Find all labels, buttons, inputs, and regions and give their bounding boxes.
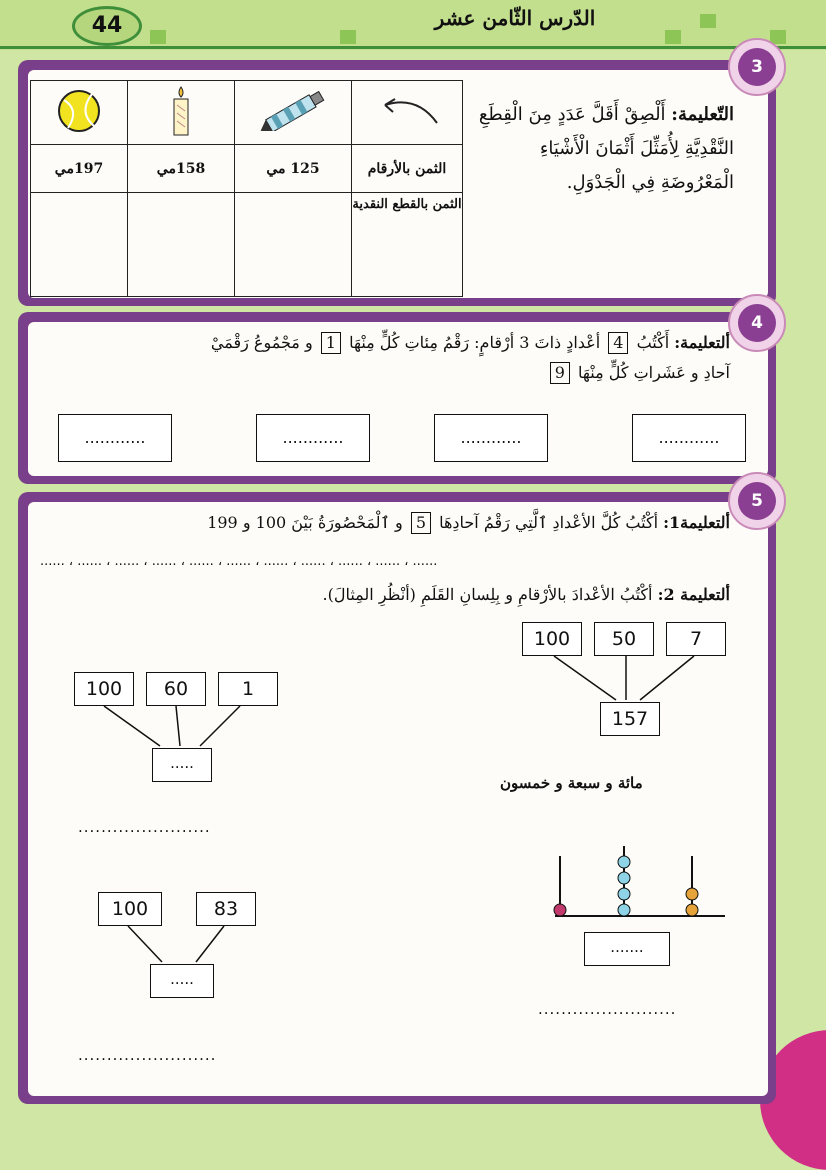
- tens-bead: [618, 856, 630, 868]
- instruction-1-part-b: و ٱلْمَحْصُورَةُ بَيْنَ 100 و 199: [207, 513, 403, 532]
- q1-units-box: 1: [218, 672, 278, 706]
- answer-box-2[interactable]: ............: [434, 414, 548, 462]
- answer-box-4[interactable]: ............: [58, 414, 172, 462]
- hundreds-bead: [554, 904, 566, 916]
- hundreds-box: 1: [321, 332, 341, 354]
- instruction-part-c: و مَجْمُوعُ رَقْمَيْ: [210, 333, 313, 352]
- q1-tens-box: 60: [146, 672, 206, 706]
- abacus-words-line[interactable]: ........................: [538, 1000, 677, 1018]
- example-total-box: 157: [600, 702, 660, 736]
- answer-box-3[interactable]: ............: [256, 414, 370, 462]
- example-words: مائة و سبعة و خمسون: [500, 774, 643, 792]
- q2-words-line[interactable]: ........................: [78, 1046, 217, 1064]
- q2-rest-box: 83: [196, 892, 256, 926]
- instruction-2-text: أكْتُبُ الأعْدادَ بالأرْقامِ و بِلِسانِ القَلَمِ (أنْظُرِ المِثالَ).: [322, 585, 653, 604]
- instruction-part-d: آحادِ و عَشَراتِ كُلٍّ مِنْهَا: [578, 363, 730, 382]
- instruction-text: أَلْصِقْ أَقَلَّ عَدَدٍ مِنَ الْقِطَعِ النَّقْدِيَّةِ لِأُمَثِّلَ أَثْمَانَ الْأَشْيَاءِ الْمَعْرُوضَةِ فِي الْجَدْوَلِ.: [478, 104, 734, 193]
- tens-bead: [618, 872, 630, 884]
- exercise-5-number: 5: [738, 482, 776, 520]
- units-digit-box: 5: [411, 512, 431, 534]
- price-marker: 125 مي: [235, 145, 352, 193]
- example-tens-box: 50: [594, 622, 654, 656]
- answer-dots-line[interactable]: ...... ، ...... ، ...... ، ...... ، ...... ، ...... ، ...... ، ...... ، ...... ، ...... ، ......: [40, 554, 438, 569]
- lesson-title: الدّرس الثّامن عشر: [434, 6, 596, 30]
- page-number: 44: [72, 6, 142, 46]
- units-bead: [686, 888, 698, 900]
- q2-total-box[interactable]: .....: [150, 964, 214, 998]
- instruction-part-b: أعْدادٍ ذاتَ 3 أرْقامٍ: رَقْمُ مِئاتِ كُلٍّ مِنْهَا: [349, 333, 601, 352]
- q1-hundreds-box: 100: [74, 672, 134, 706]
- instruction-2-label: ألتعليمة 2:: [657, 585, 730, 604]
- abacus-total-box[interactable]: .......: [584, 932, 670, 966]
- answer-box-1[interactable]: ............: [632, 414, 746, 462]
- row-label-coins: الثمن بالقطع النقدية: [352, 193, 463, 297]
- example-units-box: 7: [666, 622, 726, 656]
- instruction-label: التّعليمة:: [671, 104, 734, 125]
- sum-box: 9: [550, 362, 570, 384]
- exercise-3-number: 3: [738, 48, 776, 86]
- example-hundreds-box: 100: [522, 622, 582, 656]
- price-candle: 158مي: [128, 145, 235, 193]
- units-bead: [686, 904, 698, 916]
- q2-hundreds-box: 100: [98, 892, 162, 926]
- instruction-label: ألتعليمة:: [674, 333, 730, 352]
- instruction-part-a: أَكْتُبُ: [636, 333, 670, 352]
- q1-total-box[interactable]: .....: [152, 748, 212, 782]
- price-ball: 197مي: [31, 145, 128, 193]
- count-box: 4: [608, 332, 628, 354]
- exercise-4-number: 4: [738, 304, 776, 342]
- instruction-1-part-a: أكْتُبُ كُلَّ الأعْدادِ ٱلَّتِي رَقْمُ آحادِهَا: [439, 513, 659, 532]
- q1-words-line[interactable]: .......................: [78, 818, 211, 836]
- instruction-1-label: ألتعليمة1:: [663, 513, 730, 532]
- row-label-digits: الثمن بالأرقام: [352, 145, 463, 193]
- tens-bead: [618, 888, 630, 900]
- abacus: [540, 840, 740, 930]
- tens-bead: [618, 904, 630, 916]
